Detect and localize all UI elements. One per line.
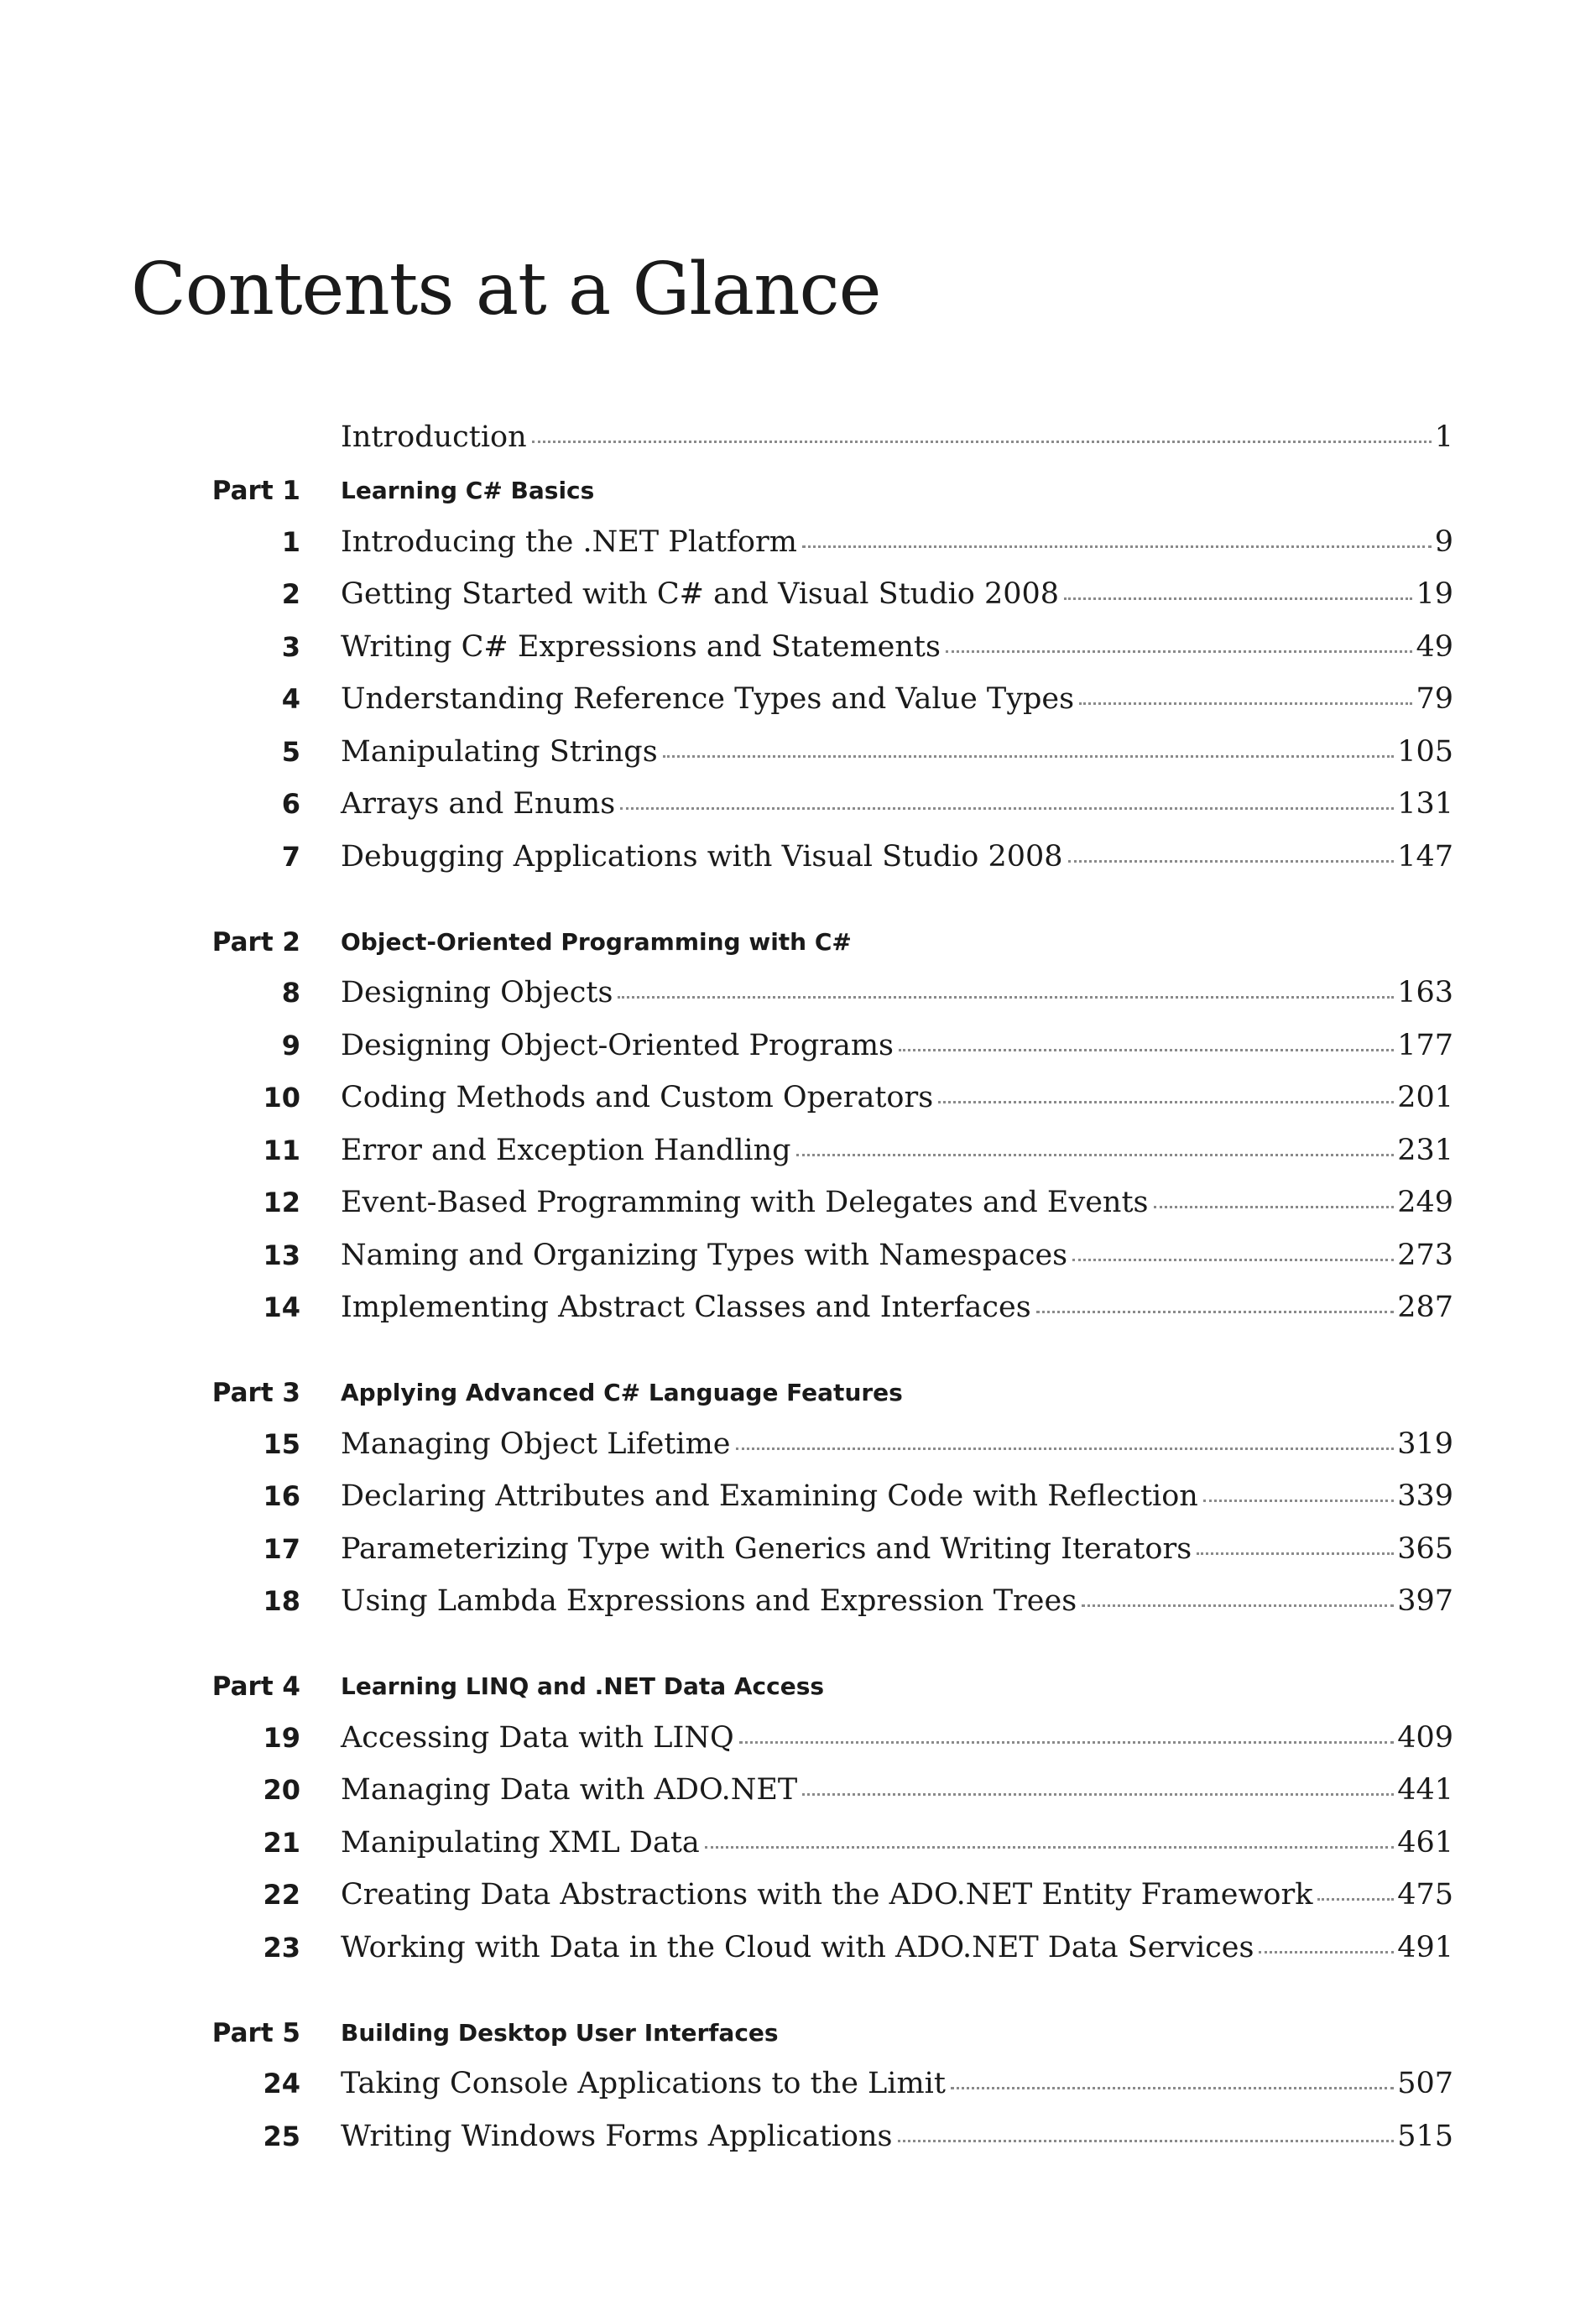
chapter-number: 8	[281, 977, 300, 1009]
toc-entry-row	[341, 1478, 1453, 1515]
page-number: 147	[1397, 839, 1453, 874]
dot-leader	[1072, 1259, 1394, 1261]
chapter-title: Understanding Reference Types and Value Types	[341, 682, 1075, 716]
part-label: Part 1	[211, 476, 300, 506]
toc-entry-row	[341, 733, 1453, 770]
page-number: 319	[1397, 1427, 1453, 1461]
part-title: Learning LINQ and .NET Data Access	[341, 1672, 825, 1700]
toc-entry-row	[341, 1426, 1453, 1463]
chapter-title: Naming and Organizing Types with Namespaces	[341, 1238, 1068, 1272]
page-number: 9	[1434, 524, 1453, 559]
chapter-number: 17	[263, 1532, 300, 1565]
toc-entry-introduction[interactable]	[0, 413, 1596, 466]
toc-entry[interactable]	[0, 728, 1596, 780]
toc-entry[interactable]	[0, 2060, 1596, 2113]
toc-entry-row	[341, 838, 1453, 875]
toc-entry[interactable]	[0, 1525, 1596, 1578]
dot-leader	[705, 1846, 1394, 1849]
chapter-title: Using Lambda Expressions and Expression Trees	[341, 1584, 1077, 1618]
page-number: 1	[1434, 420, 1453, 454]
dot-leader	[938, 1101, 1394, 1103]
toc-entry-row	[341, 1079, 1453, 1116]
toc-entry[interactable]	[0, 832, 1596, 885]
dot-leader	[1154, 1206, 1395, 1208]
page-number: 201	[1397, 1081, 1453, 1114]
table-of-contents	[0, 413, 1596, 2165]
dot-leader	[1203, 1500, 1394, 1502]
page-number: 231	[1397, 1133, 1453, 1167]
page-number: 409	[1397, 1720, 1453, 1755]
toc-entry-row	[341, 2065, 1453, 2102]
dot-leader	[620, 807, 1394, 810]
page-number: 491	[1397, 1930, 1453, 1964]
toc-entry[interactable]	[0, 1714, 1596, 1766]
part-title: Learning C# Basics	[341, 477, 595, 504]
part-label: Part 4	[211, 1672, 300, 1702]
part-title: Object-Oriented Programming with C#	[341, 927, 852, 956]
chapter-title: Designing Objects	[341, 976, 613, 1009]
chapter-title: Parameterizing Type with Generics and Writing Iterators	[341, 1531, 1192, 1566]
chapter-title: Arrays and Enums	[341, 787, 616, 821]
toc-entry-row	[341, 681, 1453, 717]
page-number: 19	[1416, 577, 1453, 611]
page-number: 365	[1397, 1531, 1453, 1566]
chapter-number: 19	[263, 1721, 300, 1754]
toc-entry-row	[341, 1771, 1453, 1808]
page-number: 441	[1397, 1773, 1453, 1807]
chapter-number: 10	[263, 1082, 300, 1114]
chapter-number: 18	[263, 1585, 300, 1617]
chapter-title: Declaring Attributes and Examining Code with Reflection	[341, 1479, 1198, 1513]
toc-entry[interactable]	[0, 1126, 1596, 1179]
chapter-number: 24	[263, 2068, 300, 2100]
chapter-title: Introduction	[341, 420, 527, 454]
chapter-title: Debugging Applications with Visual Studio 2008	[341, 839, 1063, 874]
page-number: 177	[1397, 1028, 1453, 1062]
page-number: 105	[1397, 734, 1453, 769]
dot-leader	[736, 1448, 1395, 1450]
toc-entry-row	[341, 419, 1453, 456]
chapter-number: 14	[263, 1291, 300, 1323]
toc-entry-row	[341, 2118, 1453, 2155]
dot-leader	[1068, 860, 1395, 863]
chapter-number: 4	[281, 683, 300, 715]
toc-entry[interactable]	[0, 1871, 1596, 1924]
chapter-number: 12	[263, 1187, 300, 1218]
toc-entry-row	[341, 1027, 1453, 1064]
dot-leader	[951, 2087, 1394, 2089]
chapter-number: 1	[281, 525, 300, 558]
dot-leader	[946, 650, 1413, 653]
page-number: 397	[1397, 1584, 1453, 1618]
dot-leader	[899, 1049, 1394, 1051]
toc-entry[interactable]	[0, 2112, 1596, 2165]
page-title: Contents at a Glance	[131, 248, 881, 331]
chapter-title: Event-Based Programming with Delegates and Events	[341, 1186, 1149, 1219]
toc-entry-row	[341, 1719, 1453, 1756]
dot-leader	[1082, 1604, 1394, 1607]
chapter-title: Manipulating XML Data	[341, 1825, 700, 1860]
toc-entry[interactable]	[0, 1231, 1596, 1284]
dot-leader	[1064, 597, 1412, 600]
dot-leader	[663, 755, 1395, 758]
chapter-title: Designing Object-Oriented Programs	[341, 1028, 894, 1062]
toc-entry[interactable]	[0, 1179, 1596, 1232]
toc-entry-row	[341, 1531, 1453, 1567]
page-number: 131	[1397, 787, 1453, 821]
toc-entry-row	[341, 785, 1453, 822]
chapter-number: 5	[281, 735, 300, 768]
dot-leader	[1197, 1552, 1394, 1555]
toc-entry-row	[341, 1289, 1453, 1326]
chapter-title: Error and Exception Handling	[341, 1133, 791, 1167]
toc-entry-row	[341, 1184, 1453, 1221]
chapter-title: Writing C# Expressions and Statements	[341, 629, 941, 664]
part-title: Applying Advanced C# Language Features	[341, 1379, 903, 1406]
dot-leader	[532, 441, 1432, 443]
toc-entry-row	[341, 629, 1453, 665]
page-number: 163	[1397, 976, 1453, 1009]
part-label: Part 3	[211, 1378, 300, 1408]
chapter-title: Implementing Abstract Classes and Interfaces	[341, 1291, 1031, 1324]
chapter-number: 16	[263, 1480, 300, 1512]
page-number: 461	[1397, 1825, 1453, 1860]
chapter-number: 21	[263, 1826, 300, 1859]
chapter-number: 7	[281, 840, 300, 873]
toc-entry-row	[341, 974, 1453, 1011]
toc-entry[interactable]	[0, 623, 1596, 676]
chapter-title: Managing Data with ADO.NET	[341, 1773, 798, 1807]
toc-entry[interactable]	[0, 780, 1596, 833]
toc-entry[interactable]	[0, 1818, 1596, 1871]
toc-entry[interactable]	[0, 1766, 1596, 1819]
chapter-title: Working with Data in the Cloud with ADO.NET Data Services	[341, 1930, 1254, 1964]
chapter-number: 11	[263, 1134, 300, 1166]
dot-leader	[796, 1154, 1395, 1156]
part-heading	[0, 2007, 1596, 2060]
toc-entry[interactable]	[0, 676, 1596, 728]
chapter-number: 6	[281, 788, 300, 820]
page-number: 273	[1397, 1238, 1453, 1272]
toc-entry-row	[341, 524, 1453, 561]
toc-entry[interactable]	[0, 1074, 1596, 1127]
page-number: 507	[1397, 2067, 1453, 2100]
dot-leader	[618, 996, 1394, 999]
chapter-title: Getting Started with C# and Visual Studio 2008	[341, 577, 1060, 611]
toc-entry[interactable]	[0, 1473, 1596, 1526]
chapter-title: Writing Windows Forms Applications	[341, 2119, 893, 2153]
page-number: 475	[1397, 1878, 1453, 1912]
chapter-number: 25	[263, 2120, 300, 2152]
part-label: Part 2	[211, 926, 300, 957]
page-number: 287	[1397, 1291, 1453, 1324]
chapter-title: Taking Console Applications to the Limit	[341, 2067, 946, 2100]
toc-entry[interactable]	[0, 518, 1596, 571]
part-heading	[0, 916, 1596, 969]
chapter-title: Creating Data Abstractions with the ADO.NET Entity Framework	[341, 1878, 1313, 1912]
toc-entry[interactable]	[0, 1021, 1596, 1074]
chapter-title: Accessing Data with LINQ	[341, 1720, 734, 1755]
toc-entry-row	[341, 1929, 1453, 1966]
part-heading	[0, 466, 1596, 519]
dot-leader	[1079, 702, 1412, 705]
toc-entry[interactable]	[0, 1284, 1596, 1337]
part-heading	[0, 1661, 1596, 1714]
page-number: 49	[1416, 629, 1453, 664]
chapter-title: Coding Methods and Custom Operators	[341, 1081, 934, 1114]
page-number: 249	[1397, 1186, 1453, 1219]
toc-entry-row	[341, 1237, 1453, 1274]
dot-leader	[802, 1793, 1394, 1796]
toc-entry[interactable]	[0, 969, 1596, 1022]
chapter-number: 15	[263, 1427, 300, 1460]
chapter-number: 20	[263, 1774, 300, 1806]
toc-entry[interactable]	[0, 571, 1596, 623]
part-title: Building Desktop User Interfaces	[341, 2018, 779, 2047]
page-number: 79	[1416, 682, 1453, 716]
chapter-number: 22	[263, 1879, 300, 1911]
chapter-title: Introducing the .NET Platform	[341, 524, 797, 559]
dot-leader	[1317, 1898, 1394, 1901]
toc-entry-row	[341, 576, 1453, 613]
chapter-number: 2	[281, 578, 300, 610]
part-label: Part 5	[211, 2017, 300, 2048]
dot-leader	[802, 545, 1432, 548]
toc-entry[interactable]	[0, 1578, 1596, 1630]
chapter-title: Managing Object Lifetime	[341, 1427, 731, 1461]
dot-leader	[898, 2140, 1395, 2142]
toc-entry[interactable]	[0, 1923, 1596, 1976]
toc-entry-row	[341, 1583, 1453, 1620]
page-number: 515	[1397, 2119, 1453, 2153]
chapter-number: 9	[281, 1029, 300, 1062]
chapter-title: Manipulating Strings	[341, 734, 658, 769]
dot-leader	[739, 1741, 1395, 1744]
toc-entry[interactable]	[0, 1420, 1596, 1473]
page-number: 339	[1397, 1479, 1453, 1513]
toc-entry-row	[341, 1132, 1453, 1169]
toc-entry-row	[341, 1824, 1453, 1861]
toc-entry-row	[341, 1876, 1453, 1913]
part-heading	[0, 1368, 1596, 1421]
chapter-number: 23	[263, 1931, 300, 1964]
dot-leader	[1259, 1951, 1394, 1953]
chapter-number: 3	[281, 630, 300, 663]
chapter-number: 13	[263, 1239, 300, 1271]
dot-leader	[1036, 1311, 1395, 1313]
